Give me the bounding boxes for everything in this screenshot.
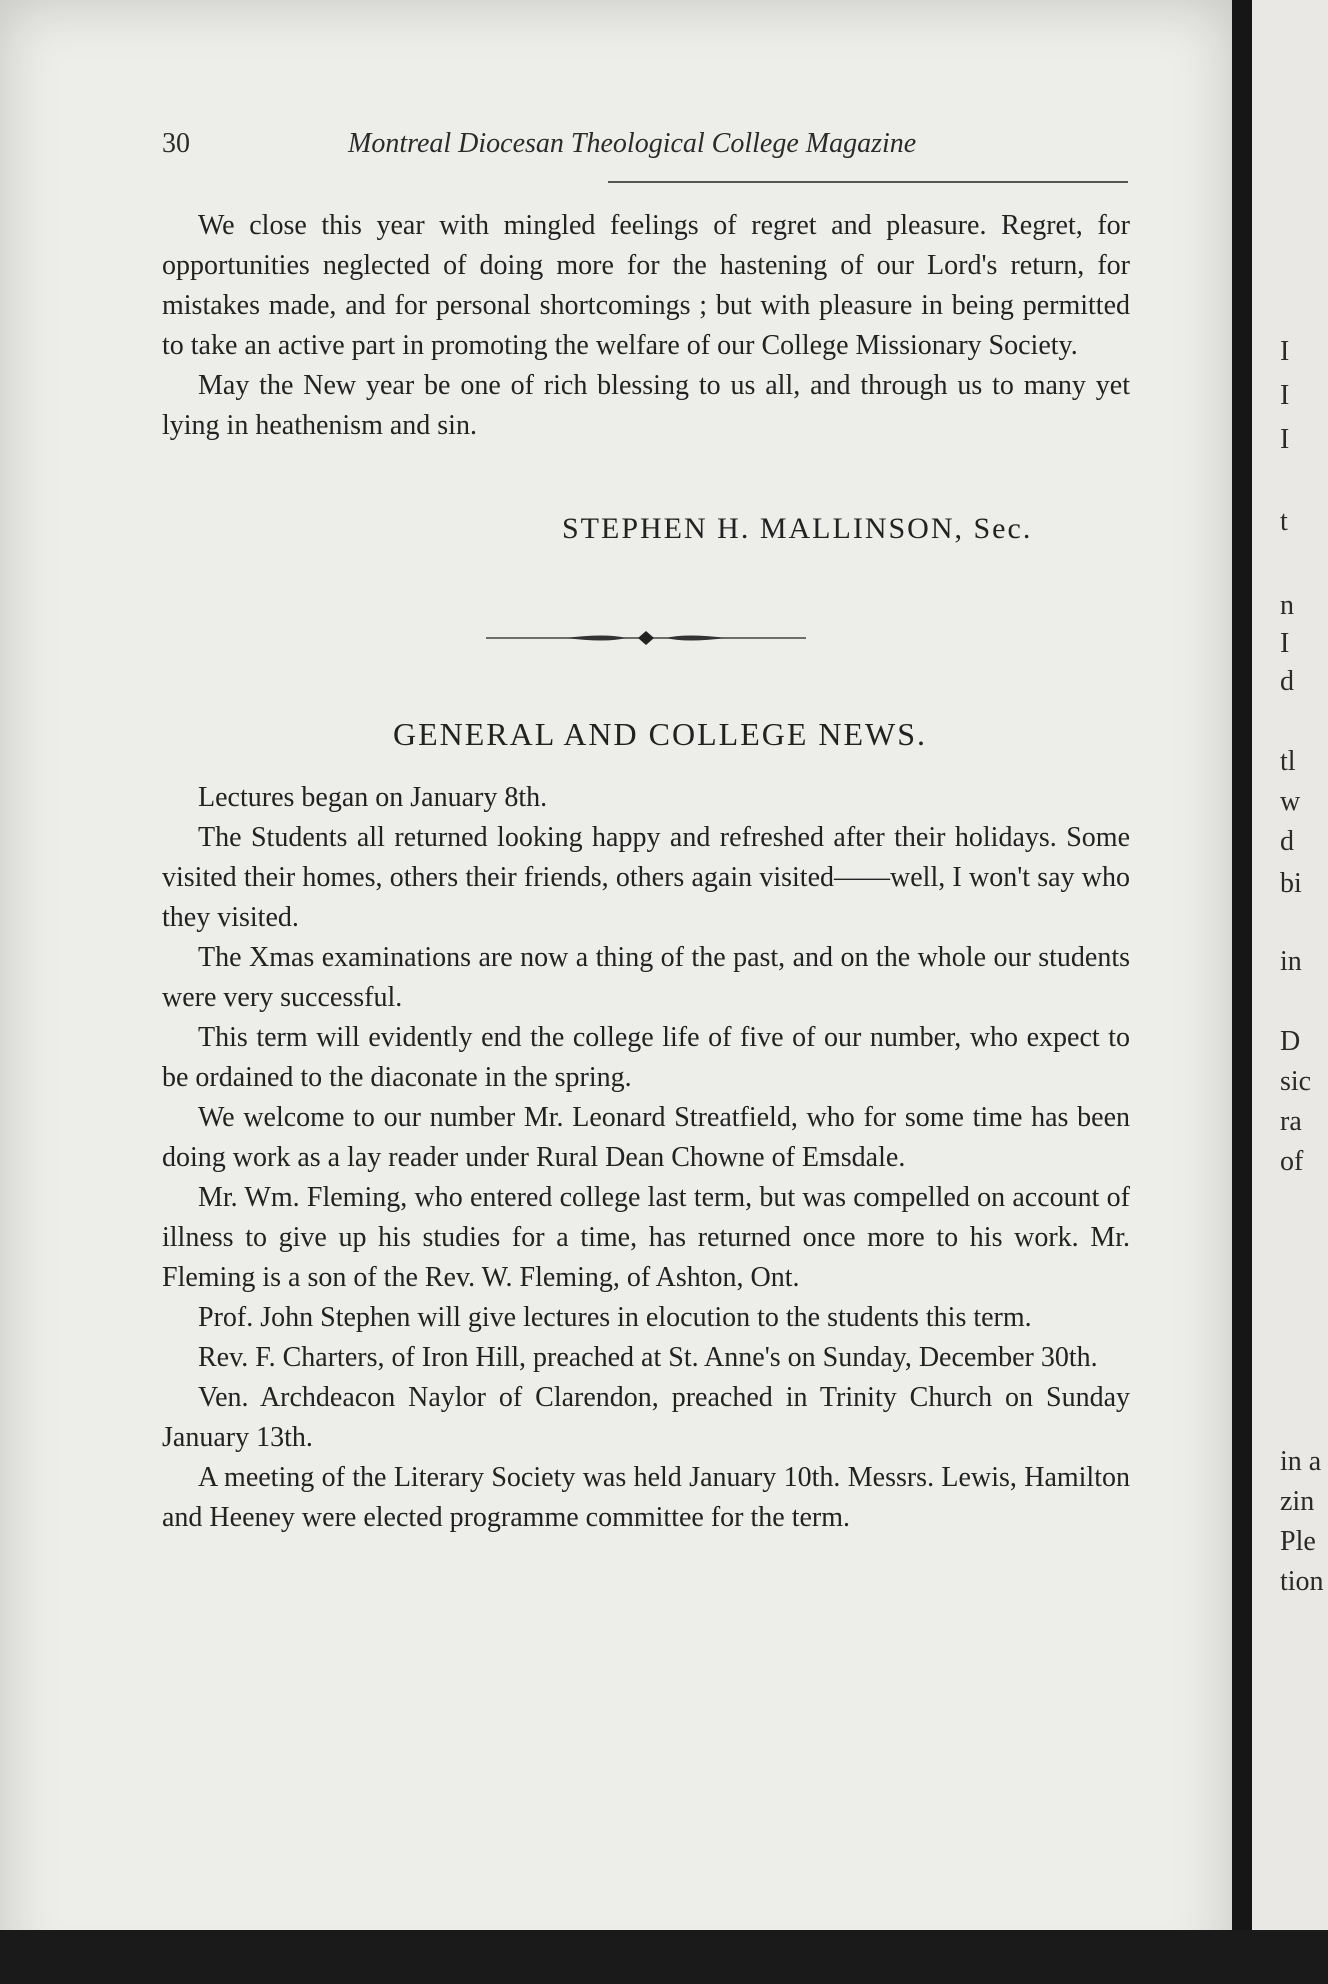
news-paragraph: The Xmas examinations are now a thing of the past, and on the whole our students were very successful.: [162, 942, 1130, 1013]
facing-page-fragment: t: [1280, 506, 1288, 537]
facing-page-fragment: w: [1280, 786, 1301, 817]
news-paragraph: Mr. Wm. Fleming, who entered college last term, but was compelled on account of illness to give up his studies for a time, has returned once more to his work. Mr. Fleming is a son of the Rev. W. Fleming, of Ashton, Ont.: [162, 1182, 1130, 1293]
news-paragraph: Rev. F. Charters, of Iron Hill, preached at St. Anne's on Sunday, December 30th.: [198, 1342, 1098, 1373]
closing-report: [162, 206, 1130, 446]
facing-page-fragment: D: [1280, 1026, 1301, 1057]
facing-page-fragment: bi: [1280, 868, 1302, 899]
facing-page-fragment: Ple: [1280, 1526, 1316, 1557]
running-title: Montreal Diocesan Theological College Magazine: [348, 128, 917, 159]
report-paragraph: May the New year be one of rich blessing to us all, and through us to many yet lying in heathenism and sin.: [162, 370, 1130, 441]
facing-page-fragment: of: [1280, 1146, 1304, 1177]
news-paragraph: Ven. Archdeacon Naylor of Clarendon, preached in Trinity Church on Sunday January 13th.: [162, 1382, 1130, 1453]
report-paragraph: We close this year with mingled feelings of regret and pleasure. Regret, for opportunities neglected of doing more for the hastening of our Lord's return, for mistakes made, and for personal shortcomings ; but with pleasure in being permitted to take an active part in promoting the welfare of our College Missionary Society.: [162, 210, 1130, 361]
news-paragraph: We welcome to our number Mr. Leonard Streatfield, who for some time has been doing work as a lay reader under Rural Dean Chowne of Emsdale.: [162, 1102, 1130, 1173]
signature: STEPHEN H. MALLINSON, Sec.: [562, 512, 1033, 545]
facing-page-fragment: I: [1280, 336, 1290, 367]
news-paragraph: This term will evidently end the college life of five of our number, who expect to be ordained to the diaconate in the spring.: [162, 1022, 1130, 1093]
facing-page-fragment: d: [1280, 826, 1294, 857]
news-paragraph: The Students all returned looking happy and refreshed after their holidays. Some visited their homes, others their friends, others again visited——well, I won't say who they visited.: [162, 822, 1130, 933]
news-body: [162, 778, 1130, 1538]
facing-page-fragment: n: [1280, 590, 1294, 621]
page-number: 30: [162, 128, 190, 159]
facing-page-fragment: I: [1280, 424, 1290, 455]
news-paragraph: Prof. John Stephen will give lectures in elocution to the students this term.: [198, 1302, 1032, 1333]
facing-page-fragment: in: [1280, 946, 1302, 977]
facing-page-fragment: tion: [1280, 1566, 1324, 1597]
facing-page-fragment: in a: [1280, 1446, 1322, 1477]
facing-page-fragment: tl: [1280, 746, 1296, 777]
news-paragraph: A meeting of the Literary Society was held January 10th. Messrs. Lewis, Hamilton and Heeney were elected programme committee for the term.: [162, 1462, 1130, 1533]
facing-page-fragment: d: [1280, 666, 1294, 697]
facing-page-fragment: ra: [1280, 1106, 1302, 1137]
facing-page-fragment: I: [1280, 380, 1290, 411]
facing-page-edge: [1252, 0, 1328, 1984]
section-divider-ornament: [486, 626, 806, 650]
facing-page-fragment: sic: [1280, 1066, 1312, 1097]
facing-page-fragment: zin: [1280, 1486, 1315, 1517]
section-heading: GENERAL AND COLLEGE NEWS.: [392, 716, 928, 752]
scan-bottom-edge: [0, 1930, 1328, 1984]
news-paragraph: Lectures began on January 8th.: [198, 782, 548, 813]
facing-page-fragment: I: [1280, 628, 1290, 659]
header-rule: [608, 181, 1128, 183]
